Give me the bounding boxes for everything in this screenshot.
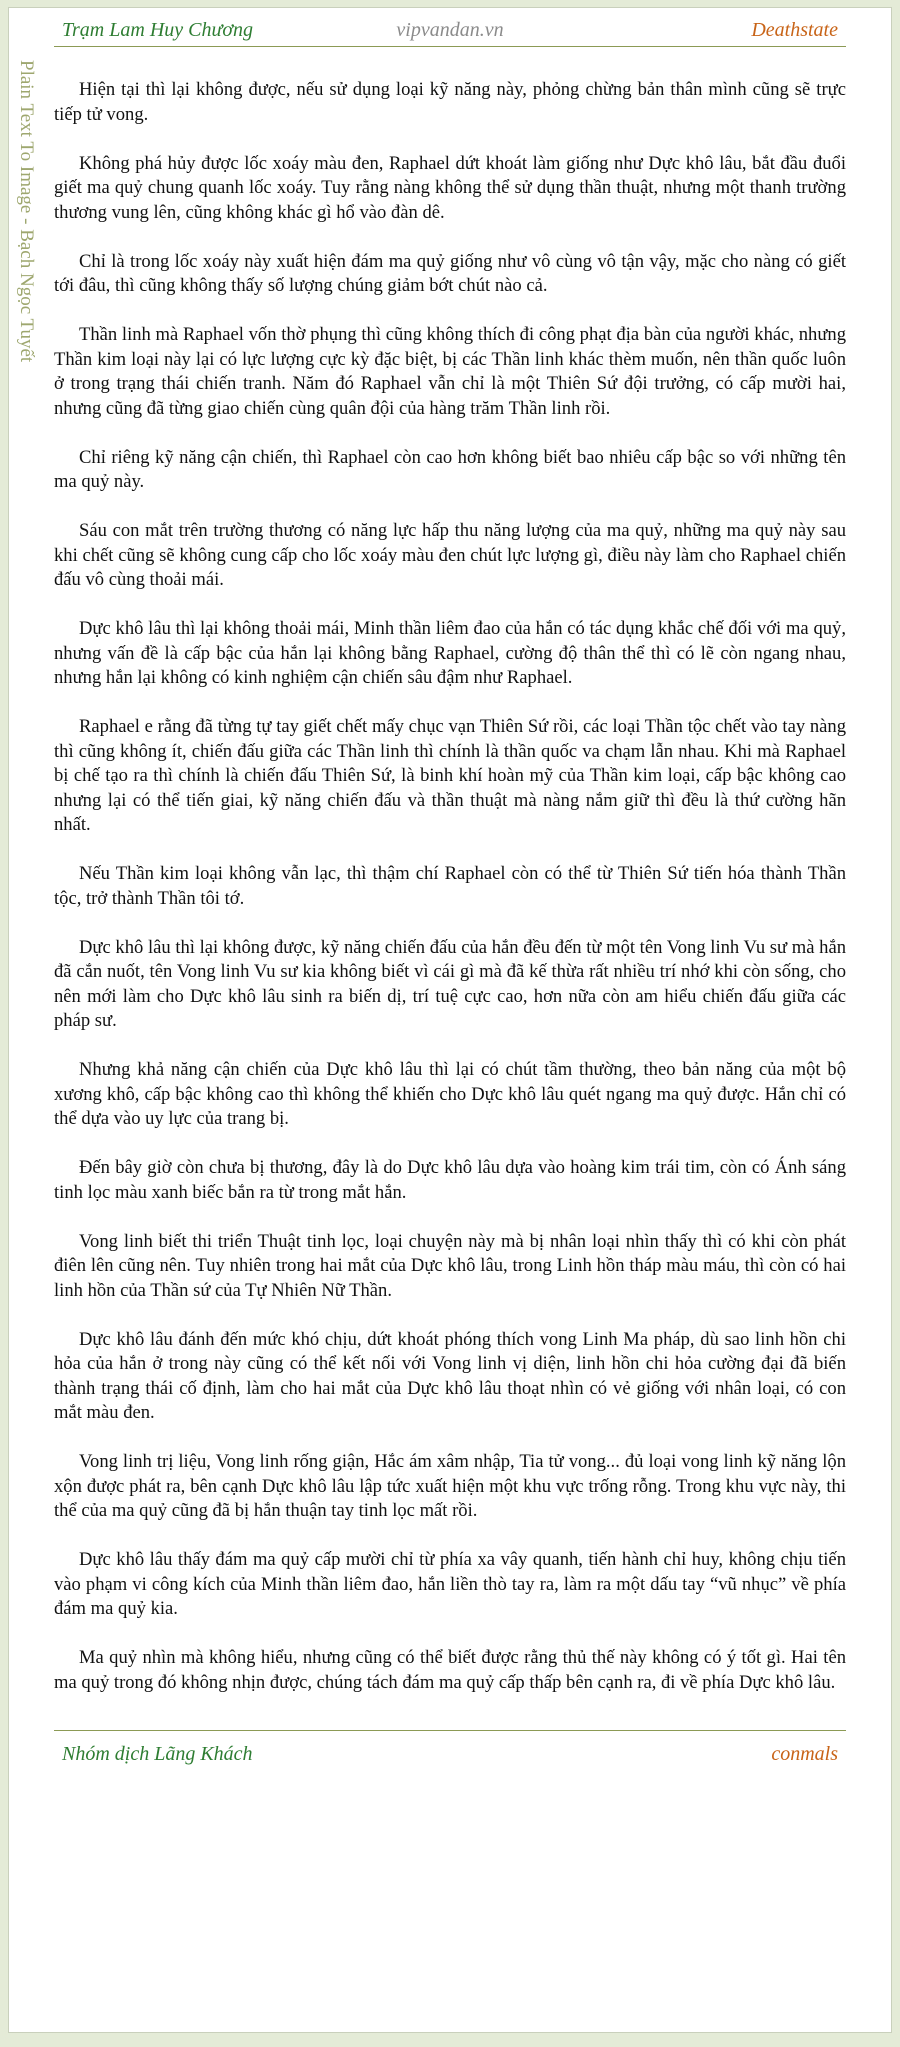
paragraph: Chỉ riêng kỹ năng cận chiến, thì Raphael còn cao hơn không biết bao nhiêu cấp bậc so với những tên ma quỷ này. <box>54 446 846 492</box>
footer-translator: Nhóm dịch Lãng Khách <box>62 1743 253 1765</box>
paragraph: Nếu Thần kim loại không vẫn lạc, thì thậm chí Raphael còn có thể từ Thiên Sứ tiến hóa thành Thần tộc, trở thành Thần tôi tớ. <box>54 863 846 909</box>
page-footer <box>54 1730 846 1779</box>
paragraph: Dực khô lâu thì lại không thoải mái, Minh thần liêm đao của hắn có tác dụng khắc chế đối với ma quỷ, nhưng vấn đề là cấp bậc của hắn lại không bằng Raphael, cường độ thân thể thì có lẽ còn ngang nhau, nhưng hắn lại không có kinh nghiệm cận chiến sâu đậm như Raphael. <box>54 618 846 688</box>
paragraph: Dực khô lâu thì lại không được, kỹ năng chiến đấu của hắn đều đến từ một tên Vong linh Vu sư mà hắn đã cắn nuốt, tên Vong linh Vu sư kia không biết vì cái gì mà đã kế thừa rất nhiều trí nhớ khi còn sống, cho nên mới làm cho Dực khô lâu sinh ra biến dị, trí tuệ cực cao, hơn nữa còn am hiểu chiến đấu giữa các pháp sư. <box>54 936 846 1031</box>
paragraph: Hiện tại thì lại không được, nếu sử dụng loại kỹ năng này, phỏng chừng bản thân mình cũng sẽ trực tiếp tử vong. <box>54 79 846 125</box>
paragraph: Raphael e rằng đã từng tự tay giết chết mấy chục vạn Thiên Sứ rồi, các loại Thần tộc chết vào tay nàng thì cũng không ít, chiến đấu giữa các Thần linh thì chính là thần quốc va chạm lẫn nhau. Khi mà Raphael bị chế tạo ra thì chính là chiến đấu Thiên Sứ, là binh khí hoàn mỹ của Thần kim loại, cấp bậc không cao nhưng lại có thể tiến giai, kỹ năng chiến đấu và thần thuật mà nàng nắm giữ thì đều là thứ cường hãn nhất. <box>54 716 846 835</box>
paragraph: Chỉ là trong lốc xoáy này xuất hiện đám ma quỷ giống như vô cùng vô tận vậy, mặc cho nàng có giết tới đâu, thì cũng không thấy số lượng chúng giảm bớt chút nào cả. <box>54 250 846 296</box>
paragraph: Vong linh trị liệu, Vong linh rống giận, Hắc ám xâm nhập, Tia tử vong... đủ loại vong linh kỹ năng lộn xộn được phát ra, bên cạnh Dực khô lâu lập tức xuất hiện một khu vực trống rỗng. Trong khu vực này, thi thể của ma quỷ cũng đã bị hắn thuận tay tinh lọc mất rồi. <box>54 1451 846 1521</box>
chapter-text <box>54 78 846 1720</box>
side-watermark: Plain Text To Image - Bạch Ngọc Tuyết <box>16 60 37 363</box>
paragraph: Không phá hủy được lốc xoáy màu đen, Raphael dứt khoát làm giống như Dực khô lâu, bắt đầu đuổi giết ma quỷ chung quanh lốc xoáy. Tuy rằng nàng không thể sử dụng thần thuật, nhưng một thanh trường thương vung lên, cũng không khác gì hổ vào đàn dê. <box>54 152 846 223</box>
header-title: Deathstate <box>751 19 838 41</box>
paragraph: Nhưng khả năng cận chiến của Dực khô lâu thì lại có chút tầm thường, theo bản năng của một bộ xương khô, cấp bậc không cao thì không thể khiến cho Dực khô lâu quét ngang ma quỷ được. Hắn chỉ có thể dựa vào uy lực của trang bị. <box>54 1059 846 1129</box>
paragraph: Sáu con mắt trên trường thương có năng lực hấp thu năng lượng của ma quỷ, những ma quỷ này sau khi chết cũng sẽ không cung cấp cho lốc xoáy màu đen chút lực lượng gì, điều này làm cho Raphael chiến đấu vô cùng thoải mái. <box>54 520 846 590</box>
page-header <box>54 14 846 47</box>
paragraph: Ma quỷ nhìn mà không hiểu, nhưng cũng có thể biết được rằng thủ thế này không có ý tốt gì. Hai tên ma quỷ trong đó không nhịn được, chúng tách đám ma quỷ cấp thấp bên cạnh ra, đi về phía Dực khô lâu. <box>54 1647 846 1693</box>
paragraph: Vong linh biết thi triển Thuật tinh lọc, loại chuyện này mà bị nhân loại nhìn thấy thì có khi còn phát điên lên cũng nên. Tuy nhiên trong hai mắt của Dực khô lâu, trong Linh hồn tháp màu máu, thì còn có hai linh hồn của Thần sứ của Tự Nhiên Nữ Thần. <box>54 1230 846 1301</box>
paragraph: Thần linh mà Raphael vốn thờ phụng thì cũng không thích đi công phạt địa bàn của người khác, nhưng Thần kim loại này lại có lực lượng cực kỳ đặc biệt, bị các Thần linh khác thèm muốn, nên thần quốc luôn ở trong trạng thái chiến tranh. Năm đó Raphael vẫn chỉ là một Thiên Sứ đội trưởng, có cấp mười hai, nhưng cũng đã từng giao chiến cùng quân đội của hàng trăm Thần linh rồi. <box>54 324 846 419</box>
paragraph: Dực khô lâu thấy đám ma quỷ cấp mười chỉ từ phía xa vây quanh, tiến hành chỉ huy, không chịu tiến vào phạm vi công kích của Minh thần liêm đao, hắn liền thò tay ra, làm ra một dấu tay “vũ nhục” về phía đám ma quỷ kia. <box>54 1549 846 1619</box>
page <box>8 7 892 2033</box>
header-author: Trạm Lam Huy Chương <box>62 19 254 41</box>
footer-editor: conmals <box>771 1743 838 1765</box>
paragraph: Dực khô lâu đánh đến mức khó chịu, dứt khoát phóng thích vong Linh Ma pháp, dù sao linh hồn chi hỏa của hắn ở trong này cũng có thể kết nối với Vong linh vị diện, linh hồn chi hỏa cường đại đã biến thành trạng thái cố định, làm cho hai mắt của Dực khô lâu thoạt nhìn có vẻ giống với nhân loại, có con mắt màu đen. <box>54 1328 846 1423</box>
header-site: vipvandan.vn <box>396 19 504 41</box>
paragraph: Đến bây giờ còn chưa bị thương, đây là do Dực khô lâu dựa vào hoàng kim trái tim, còn có Ánh sáng tinh lọc màu xanh biếc bắn ra từ trong mắt hắn. <box>54 1157 846 1203</box>
